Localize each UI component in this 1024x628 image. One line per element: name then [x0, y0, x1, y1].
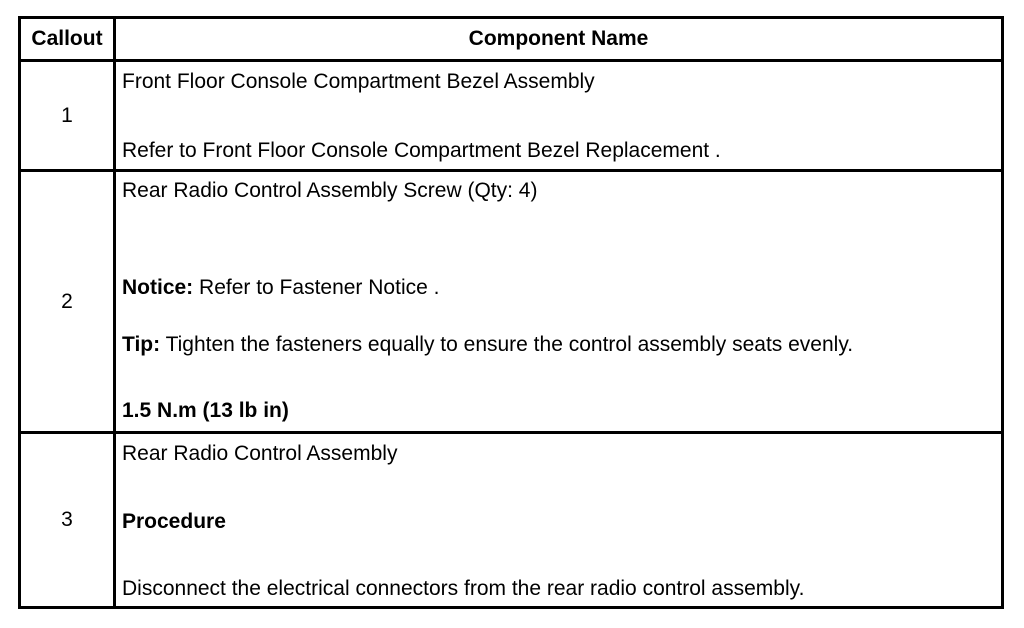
component-name: Rear Radio Control Assembly Screw (Qty: 4) — [122, 179, 538, 202]
notice-text[interactable]: Refer to Fastener Notice . — [193, 276, 440, 299]
table-row — [21, 62, 1001, 172]
table-row — [21, 172, 1001, 434]
notice-label: Notice: — [122, 276, 194, 299]
component-name-cell — [116, 62, 1001, 169]
component-name: Front Floor Console Compartment Bezel Assembly — [122, 70, 595, 93]
component-name: Rear Radio Control Assembly — [122, 442, 398, 465]
callout-number: 1 — [21, 62, 116, 169]
component-name-cell — [116, 172, 1001, 431]
callout-number: 3 — [21, 434, 116, 606]
procedure-heading: Procedure — [122, 510, 226, 533]
component-name-cell — [116, 434, 1001, 606]
tip-line — [122, 333, 853, 357]
notice-line — [122, 276, 439, 300]
torque-spec: 1.5 N.m (13 lb in) — [122, 399, 289, 422]
tip-text: Tighten the fasteners equally to ensure the control assembly seats evenly. — [160, 333, 854, 356]
tip-label: Tip: — [122, 333, 161, 356]
table-row — [21, 434, 1001, 606]
refer-link-text[interactable]: Refer to Front Floor Console Compartment Bezel Replacement . — [122, 139, 721, 162]
component-table — [18, 16, 1004, 609]
table-header-row — [21, 19, 1001, 62]
header-component-name: Component Name — [468, 27, 649, 50]
callout-number: 2 — [21, 172, 116, 431]
procedure-step: Disconnect the electrical connectors from the rear radio control assembly. — [122, 577, 805, 600]
header-callout: Callout — [21, 19, 116, 59]
